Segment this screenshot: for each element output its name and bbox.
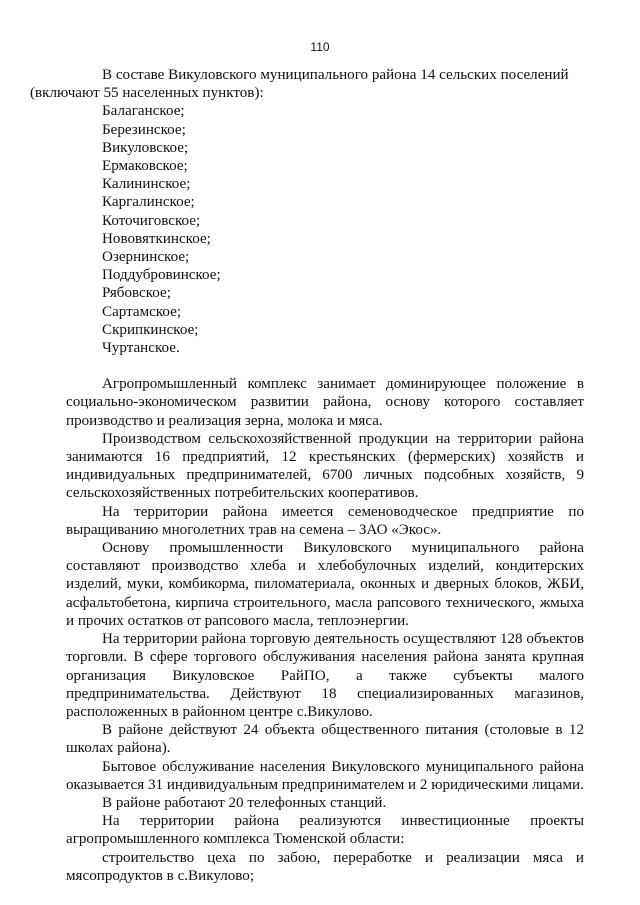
settlement-item: Каргалинское; <box>102 194 195 211</box>
paragraph-investment: На территории района реализуются инвестиционные проекты агропромышленного комплекса Тюменской области: <box>66 813 584 848</box>
paragraph-trade: На территории района торговую деятельность осуществляют 128 объектов торговли. В сфере торгового обслуживания населения района занята крупная организация Викуловское РайПО, а также субъекты малого предпринимательства. Действуют 18 специализированных магазинов, расположенных в районном центре с.Викулово. <box>66 631 584 720</box>
document-body <box>30 66 584 885</box>
settlement-item: Калининское; <box>102 176 191 193</box>
settlement-item: Сартамское; <box>102 303 182 320</box>
settlements-list <box>66 102 584 357</box>
settlement-item: Озернинское; <box>102 249 190 266</box>
settlement-item: Березинское; <box>102 121 186 138</box>
page-number: 110 <box>310 40 330 54</box>
intro-line-1: В составе Викуловского муниципального района 14 сельских поселений <box>102 67 569 83</box>
settlement-item: Рябовское; <box>102 285 171 302</box>
settlement-item: Нововяткинское; <box>102 230 211 247</box>
paragraph-services: Бытовое обслуживание населения Викуловского муниципального района оказывается 31 индивидуальным предпринимателем и 2 юридическими лицами. <box>66 758 584 793</box>
settlement-item: Балаганское; <box>102 103 185 120</box>
settlement-item: Викуловское; <box>102 139 189 156</box>
paragraph-agro: Агропромышленный комплекс занимает доминирующее положение в социально-экономическом развитии района, основу которого составляет производство и реализация зерна, молока и мяса. <box>66 376 584 429</box>
paragraph-catering: В районе действуют 24 объекта общественного питания (столовые в 12 школах района). <box>66 722 584 757</box>
paragraph-seeds: На территории района имеется семеноводческое предприятие по выращиванию многолетних трав на семена – ЗАО «Экос». <box>66 503 584 538</box>
settlement-item: Чуртанское. <box>102 340 180 357</box>
settlement-item: Коточиговское; <box>102 212 201 229</box>
settlement-item: Поддубровинское; <box>102 267 221 284</box>
paragraph-production: Производством сельскохозяйственной продукции на территории района занимаются 16 предприятий, 12 крестьянских (фермерских) хозяйств и индивидуальных предпринимателей, 6700 личных подсобных хозяйств, 9 сельскохозяйственных потребительских кооперативов. <box>66 430 584 502</box>
intro-paragraph <box>30 66 584 102</box>
section-gap <box>66 357 584 375</box>
settlement-item: Ермаковское; <box>102 158 188 175</box>
paragraph-telephone: В районе работают 20 телефонных станций. <box>102 794 387 811</box>
settlement-item: Скрипкинское; <box>102 321 199 338</box>
paragraph-industry: Основу промышленности Викуловского муниципального района составляют производство хлеба и хлебобулочных изделий, кондитерских изделий, муки, комбикорма, пиломатериала, оконных и дверных блоков, ЖБИ, асфальтобетона, кирпича строительного, масла рапсового технического, жмыха и прочих остатков от рапсового масла, теплоэнергии. <box>66 540 584 629</box>
intro-line-2: (включают 55 населенных пунктов): <box>30 85 264 102</box>
paragraph-meat-plant: строительство цеха по забою, переработке и реализации мяса и мясопродуктов в с.Викулово; <box>66 849 584 884</box>
